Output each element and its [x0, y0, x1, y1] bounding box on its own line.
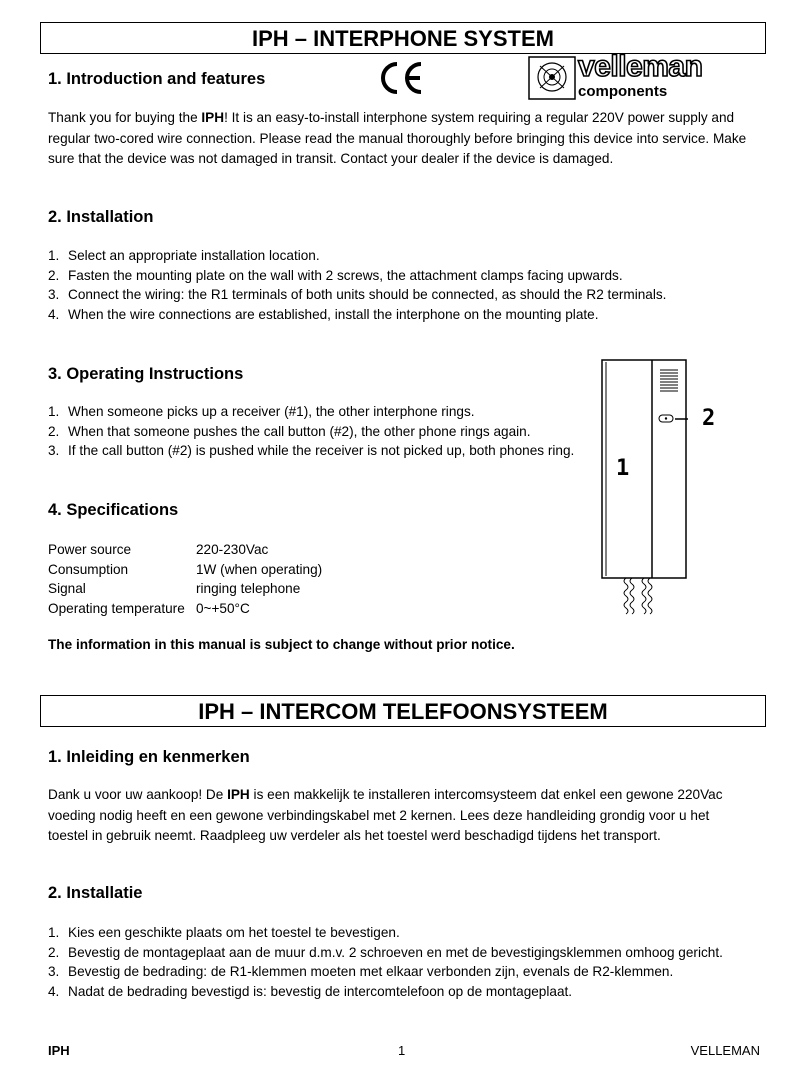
- brand-name: velleman: [578, 50, 703, 83]
- table-row: Signal ringing telephone: [48, 581, 301, 596]
- intro-paragraph: Thank you for buying the IPH! It is an easy-to-install interphone system requiring a regular 220V power supply and regular two-cored wire connection. Please read the manual thoroughly before bringing this device into service. Make sure that the device was not damaged in transit. Contact your dealer if the device is damaged.: [48, 110, 747, 166]
- ce-mark-icon: [376, 58, 426, 98]
- list-item: 3. Bevestig de bedrading: de R1-klemmen moeten met elkaar verbonden zijn, evenals de R2-klemmen.: [48, 964, 674, 979]
- page-number: 1: [398, 1043, 406, 1058]
- list-item: 4. When the wire connections are established, install the interphone on the mounting plate.: [48, 306, 599, 322]
- specifications-table: [48, 540, 322, 618]
- title-en: IPH – INTERPHONE SYSTEM: [40, 22, 766, 54]
- inleiding-paragraph: Dank u voor uw aankoop! De IPH is een makkelijk te installeren intercomsysteem dat enkel een gewone 220Vac voeding nodig heeft en een gewone verbindingskabel met 2 kernen. Lees deze handleiding grondig voor u het toestel in gebruik neemt. Raadpleeg uw verdeler als het toestel werd beschadigd tijdens het transport.: [48, 787, 723, 843]
- list-item: 3. If the call button (#2) is pushed while the receiver is not picked up, both phones ring.: [48, 443, 575, 458]
- list-item: 1. Kies een geschikte plaats om het toestel te bevestigen.: [48, 925, 400, 940]
- operating-list: [48, 402, 574, 461]
- heading-installatie: 2. Installatie: [48, 884, 143, 902]
- figure-label-2: 2: [702, 406, 716, 431]
- list-item: 1. When someone picks up a receiver (#1), the other interphone rings.: [48, 404, 475, 419]
- heading-operating: 3. Operating Instructions: [48, 365, 244, 383]
- heading-introduction: 1. Introduction and features: [48, 70, 266, 88]
- list-item: 2. Fasten the mounting plate on the wall with 2 screws, the attachment clamps facing upwards.: [48, 267, 623, 283]
- title-nl: IPH – INTERCOM TELEFOONSYSTEEM: [40, 695, 766, 727]
- heading-inleiding: 1. Inleiding en kenmerken: [48, 748, 250, 766]
- figure-label-1: 1: [616, 456, 630, 481]
- velleman-emblem-icon: [528, 56, 576, 100]
- heading-installation: 2. Installation: [48, 208, 154, 226]
- installatie-list: [48, 923, 723, 1001]
- list-item: 2. When that someone pushes the call button (#2), the other phone rings again.: [48, 423, 531, 439]
- interphone-figure: [596, 358, 726, 618]
- notice-text: The information in this manual is subject to change without prior notice.: [48, 637, 515, 652]
- footer-right: VELLEMAN: [690, 1043, 760, 1058]
- table-row: Power source 220-230Vac: [48, 542, 269, 557]
- heading-specifications: 4. Specifications: [48, 501, 179, 519]
- velleman-logo: [528, 50, 718, 102]
- list-item: 2. Bevestig de montageplaat aan de muur d.m.v. 2 schroeven en met de bevestigingsklemmen omhoog gericht.: [48, 944, 723, 960]
- table-row: Operating temperature 0~+50°C: [48, 600, 250, 616]
- list-item: 3. Connect the wiring: the R1 terminals of both units should be connected, as should the R2 terminals.: [48, 287, 667, 302]
- list-item: 1. Select an appropriate installation location.: [48, 248, 320, 263]
- installation-list: [48, 246, 666, 324]
- table-row: Consumption 1W (when operating): [48, 561, 323, 577]
- footer-left: IPH: [48, 1043, 70, 1058]
- brand-sub: components: [578, 83, 668, 100]
- list-item: 4. Nadat de bedrading bevestigd is: bevestig de intercomtelefoon op de montageplaat.: [48, 983, 573, 999]
